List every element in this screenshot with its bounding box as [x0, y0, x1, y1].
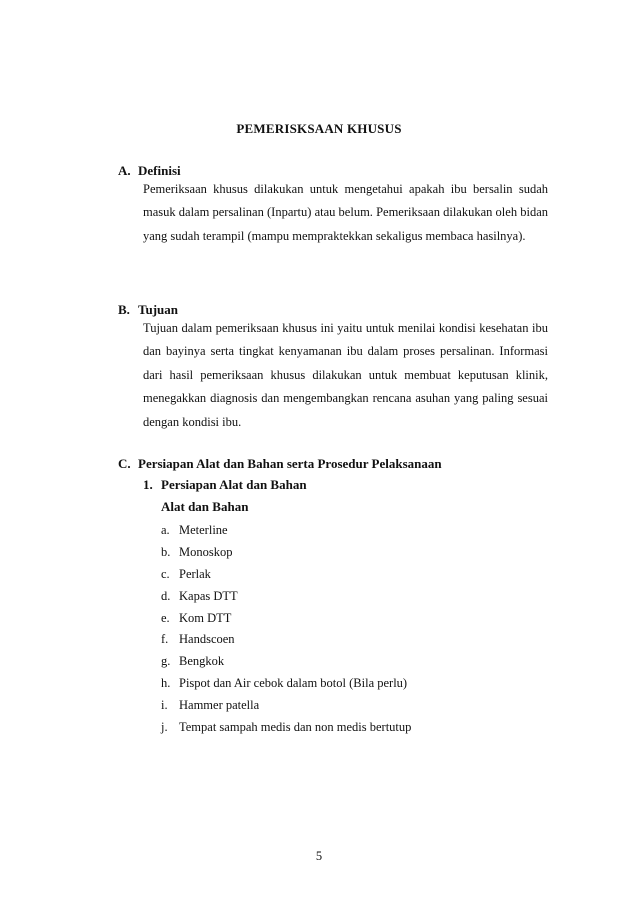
list-item-text: Meterline	[179, 523, 228, 537]
list-item-text: Bengkok	[179, 654, 225, 669]
section-c-letter: C.	[118, 456, 131, 471]
list-item-text: Pispot dan Air cebok dalam botol (Bila perlu)	[179, 676, 408, 691]
section-a-heading	[118, 163, 181, 179]
list-marker: c.	[161, 566, 170, 581]
list-item	[161, 695, 411, 717]
list-item-text: Handscoen	[179, 632, 235, 647]
tools-materials-list	[161, 520, 411, 739]
section-a-title: Definisi	[138, 163, 181, 178]
list-marker: i.	[161, 698, 168, 713]
list-item-text: Monoskop	[179, 544, 233, 559]
section-b-paragraph: Tujuan dalam pemeriksaan khusus ini yaitu untuk menilai kondisi kesehatan ibu dan bayinya serta tingkat kenyamanan ibu dalam proses persalinan. Informasi dari hasil pemeriksaan khusus dilakukan untuk membuat keputusan klinik, menegakkan diagnosis dan mengembangkan rencana asuhan yang paling sesuai dengan kondisi ibu.	[143, 321, 548, 429]
page-title: PEMERISKSAAN KHUSUS	[236, 121, 402, 136]
list-item-text: Kom DTT	[179, 610, 232, 625]
subsection-1-number: 1.	[143, 477, 153, 492]
list-marker: a.	[161, 523, 170, 537]
list-item	[161, 520, 411, 542]
list-item	[161, 629, 411, 651]
section-a-letter: A.	[118, 163, 131, 178]
list-item-text: Kapas DTT	[179, 588, 238, 603]
section-c-heading	[118, 456, 442, 472]
section-a-paragraph: Pemeriksaan khusus dilakukan untuk mengetahui apakah ibu bersalin sudah masuk dalam persalinan (Inpartu) atau belum. Pemeriksaan dilakukan oleh bidan yang sudah terampil (mampu mempraktekkan sekaligus membaca hasilnya).	[143, 182, 548, 243]
list-item	[161, 586, 411, 608]
list-marker: j.	[161, 720, 168, 735]
list-marker: g.	[161, 654, 171, 669]
list-item	[161, 542, 411, 564]
section-c-title: Persiapan Alat dan Bahan serta Prosedur Pelaksanaan	[138, 456, 442, 471]
section-b-heading	[118, 302, 178, 318]
list-item	[161, 651, 411, 673]
list-item-text: Perlak	[179, 566, 211, 581]
section-b-letter: B.	[118, 302, 130, 317]
list-item	[161, 717, 411, 739]
list-marker: b.	[161, 544, 171, 559]
list-item	[161, 673, 411, 695]
list-marker: d.	[161, 588, 171, 603]
list-item-text: Hammer patella	[179, 698, 260, 713]
subsection-1-title: Persiapan Alat dan Bahan	[161, 477, 307, 492]
tools-materials-label: Alat dan Bahan	[161, 499, 249, 514]
subsection-1-heading	[143, 477, 307, 493]
list-marker: e.	[161, 610, 170, 625]
list-item	[161, 564, 411, 586]
list-item-text: Tempat sampah medis dan non medis bertutup	[179, 720, 412, 735]
page-number: 5	[315, 849, 323, 863]
section-b-title: Tujuan	[138, 302, 178, 317]
list-marker: h.	[161, 676, 171, 691]
list-marker: f.	[161, 632, 169, 647]
list-item	[161, 608, 411, 630]
